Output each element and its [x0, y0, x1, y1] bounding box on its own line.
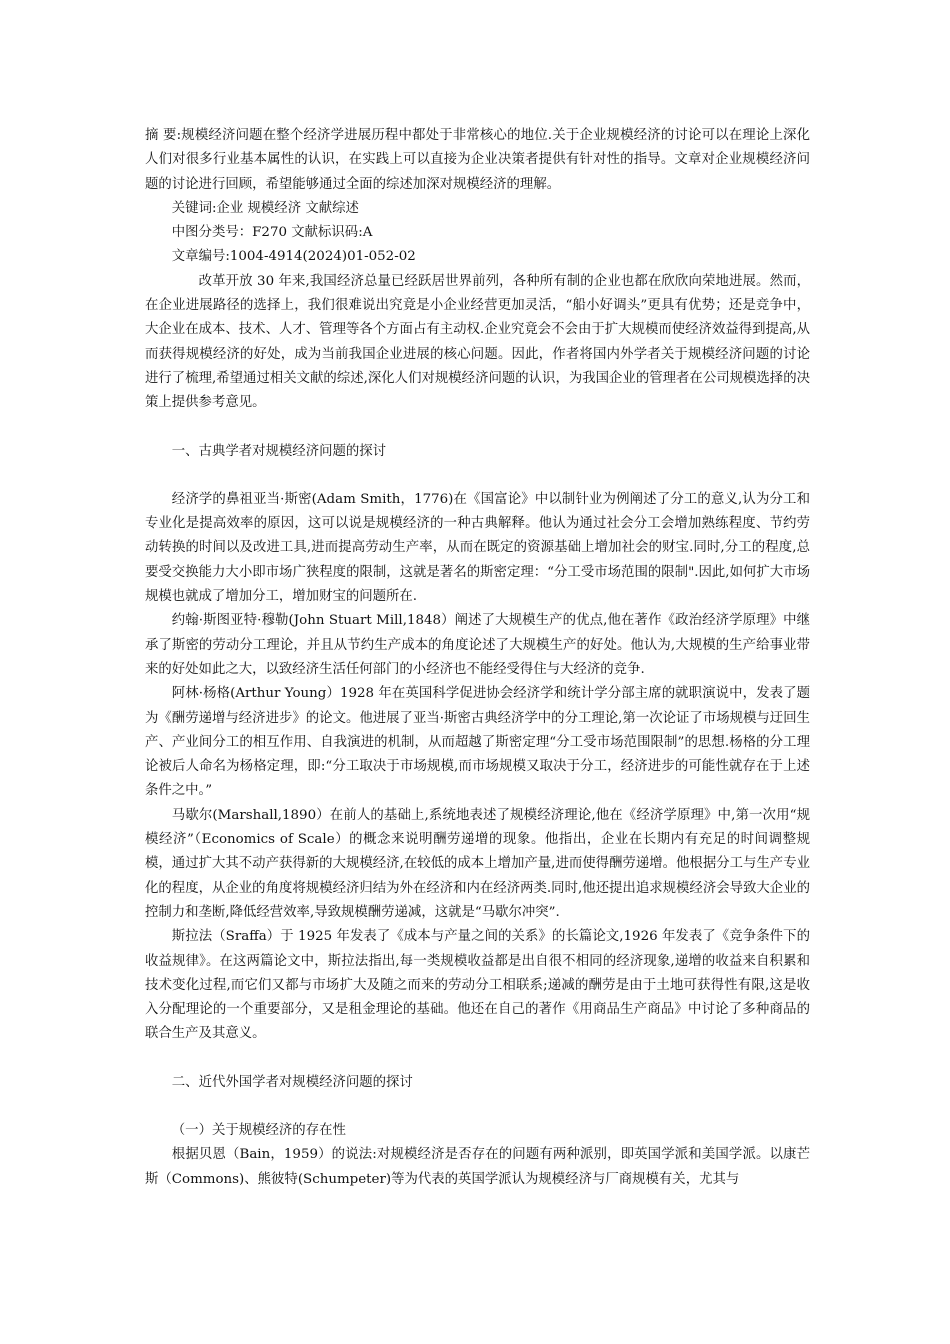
paragraph-sraffa: 斯拉法（Sraffa）于 1925 年发表了《成本与产量之间的关系》的长篇论文,1926 年发表了《竞争条件下的收益规律》。在这两篇论文中，斯拉法指出,每一类规模收益都是出自很不相同的经济现象,递增的收益来自积累和技术变化过程,而它们又都与市场扩大及随之而来的劳动分工相联系;递减的酬劳是由于土地可获得性有限,这是收入分配理论的一个重要部分，又是租金理论的基础。他还在自己的著作《用商品生产商品》中讨论了多种商品的联合生产及其意义。	[145, 929, 810, 1042]
paragraph-adam-smith: 经济学的鼻祖亚当·斯密(Adam Smith，1776)在《国富论》中以制针业为例阐述了分工的意义,认为分工和专业化是提高效率的原因，这可以说是规模经济的一种古典解释。他认为通过社会分工会增加熟练程度、节约劳动转换的时间以及改进工具,进而提高劳动生产率，从而在既定的资源基础上增加社会的财宝.同时,分工的程度,总要受交换能力大小即市场广狭程度的限制，这就是著名的斯密定理：“分工受市场范围的限制".因此,如何扩大市场规模也就成了增加分工，增加财宝的问题所在.	[145, 491, 810, 605]
paragraph-marshall: 马歇尔(Marshall,1890）在前人的基础上,系统地表述了规模经济理论,他在《经济学原理》中,第一次用“规模经济”（Economics of Scale）的概念来说明酬劳递增的现象。他指出，企业在长期内有充足的时间调整规模，通过扩大其不动产获得新的大规模经济,在较低的成本上增加产量,进而使得酬劳递增。他根据分工与生产专业化的程度，从企业的角度将规模经济归结为外在经济和内在经济两类.同时,他还提出追求规模经济会导致大企业的控制力和垄断,降低经营效率,导致规模酬劳递减，这就是“马歇尔冲突”.	[145, 807, 810, 920]
section-heading-2: 二、近代外国学者对规模经济问题的探讨	[171, 1074, 413, 1090]
section-heading-1: 一、古典学者对规模经济问题的探讨	[171, 443, 387, 459]
paragraph-mill: 约翰·斯图亚特·穆勒(John Stuart Mill,1848）阐述了大规模生产的优点,他在著作《政治经济学原理》中继承了斯密的劳动分工理论，并且从节约生产成本的角度论述了大规模生产的好处。他认为,大规模的生产给事业带来的好处如此之大，以致经济生活任何部门的小经济也不能经受得住与大经济的竞争.	[145, 613, 810, 677]
intro-paragraph: 改革开放 30 年来,我国经济总量已经跃居世界前列，各种所有制的企业也都在欣欣向荣地进展。然而，在企业进展路径的选择上，我们很难说出究竟是小企业经营更加灵活，“船小好调头”更具有优势；还是竞争中，大企业在成本、技术、人才、管理等各个方面占有主动权.企业究竟会不会由于扩大规模而使经济效益得到提高,从而获得规模经济的好处，成为当前我国企业进展的核心问题。因此，作者将国内外学者关于规模经济问题的讨论进行了梳理,希望通过相关文献的综述,深化人们对规模经济问题的认识，为我国企业的管理者在公司规模选择的决策上提供参考意见。	[145, 273, 810, 411]
document-page	[145, 124, 810, 1192]
paragraph-young: 阿林·杨格(Arthur Young）1928 年在英国科学促进协会经济学和统计学分部主席的就职演说中，发表了题为《酬劳递增与经济进步》的论文。他进展了亚当·斯密古典经济学中的分工理论,第一次论证了市场规模与迂回生产、产业间分工的相互作用、自我演进的机制，从而超越了斯密定理“分工受市场范围限制”的思想.杨格的分工理论被后人命名为杨格定理，即:“分工取决于市场规模,而市场规模又取决于分工，经济进步的可能性就存在于上述条件之中。”	[145, 686, 810, 799]
subsection-heading: （一）关于规模经济的存在性	[171, 1122, 346, 1138]
abstract: 摘 要:规模经济问题在整个经济学进展历程中都处于非常核心的地位.关于企业规模经济的讨论可以在理论上深化人们对很多行业基本属性的认识，在实践上可以直接为企业决策者提供有针对性的指导。文章对企业规模经济问题的讨论进行回顾，希望能够通过全面的综述加深对规模经济的理解。	[145, 128, 810, 192]
keywords: 关键词:企业 规模经济 文献综述	[171, 200, 359, 216]
paragraph-bain: 根据贝恩（Bain，1959）的说法:对规模经济是否存在的问题有两种派别，即英国学派和美国学派。以康芒斯（Commons)、熊彼特(Schumpeter)等为代表的英国学派认为规模经济与厂商规模有关，尤其与	[145, 1147, 810, 1187]
article-number: 文章编号:1004-4914(2024)01-052-02	[171, 249, 416, 265]
classification-code: 中图分类号：F270 文献标识码:A	[171, 225, 373, 241]
